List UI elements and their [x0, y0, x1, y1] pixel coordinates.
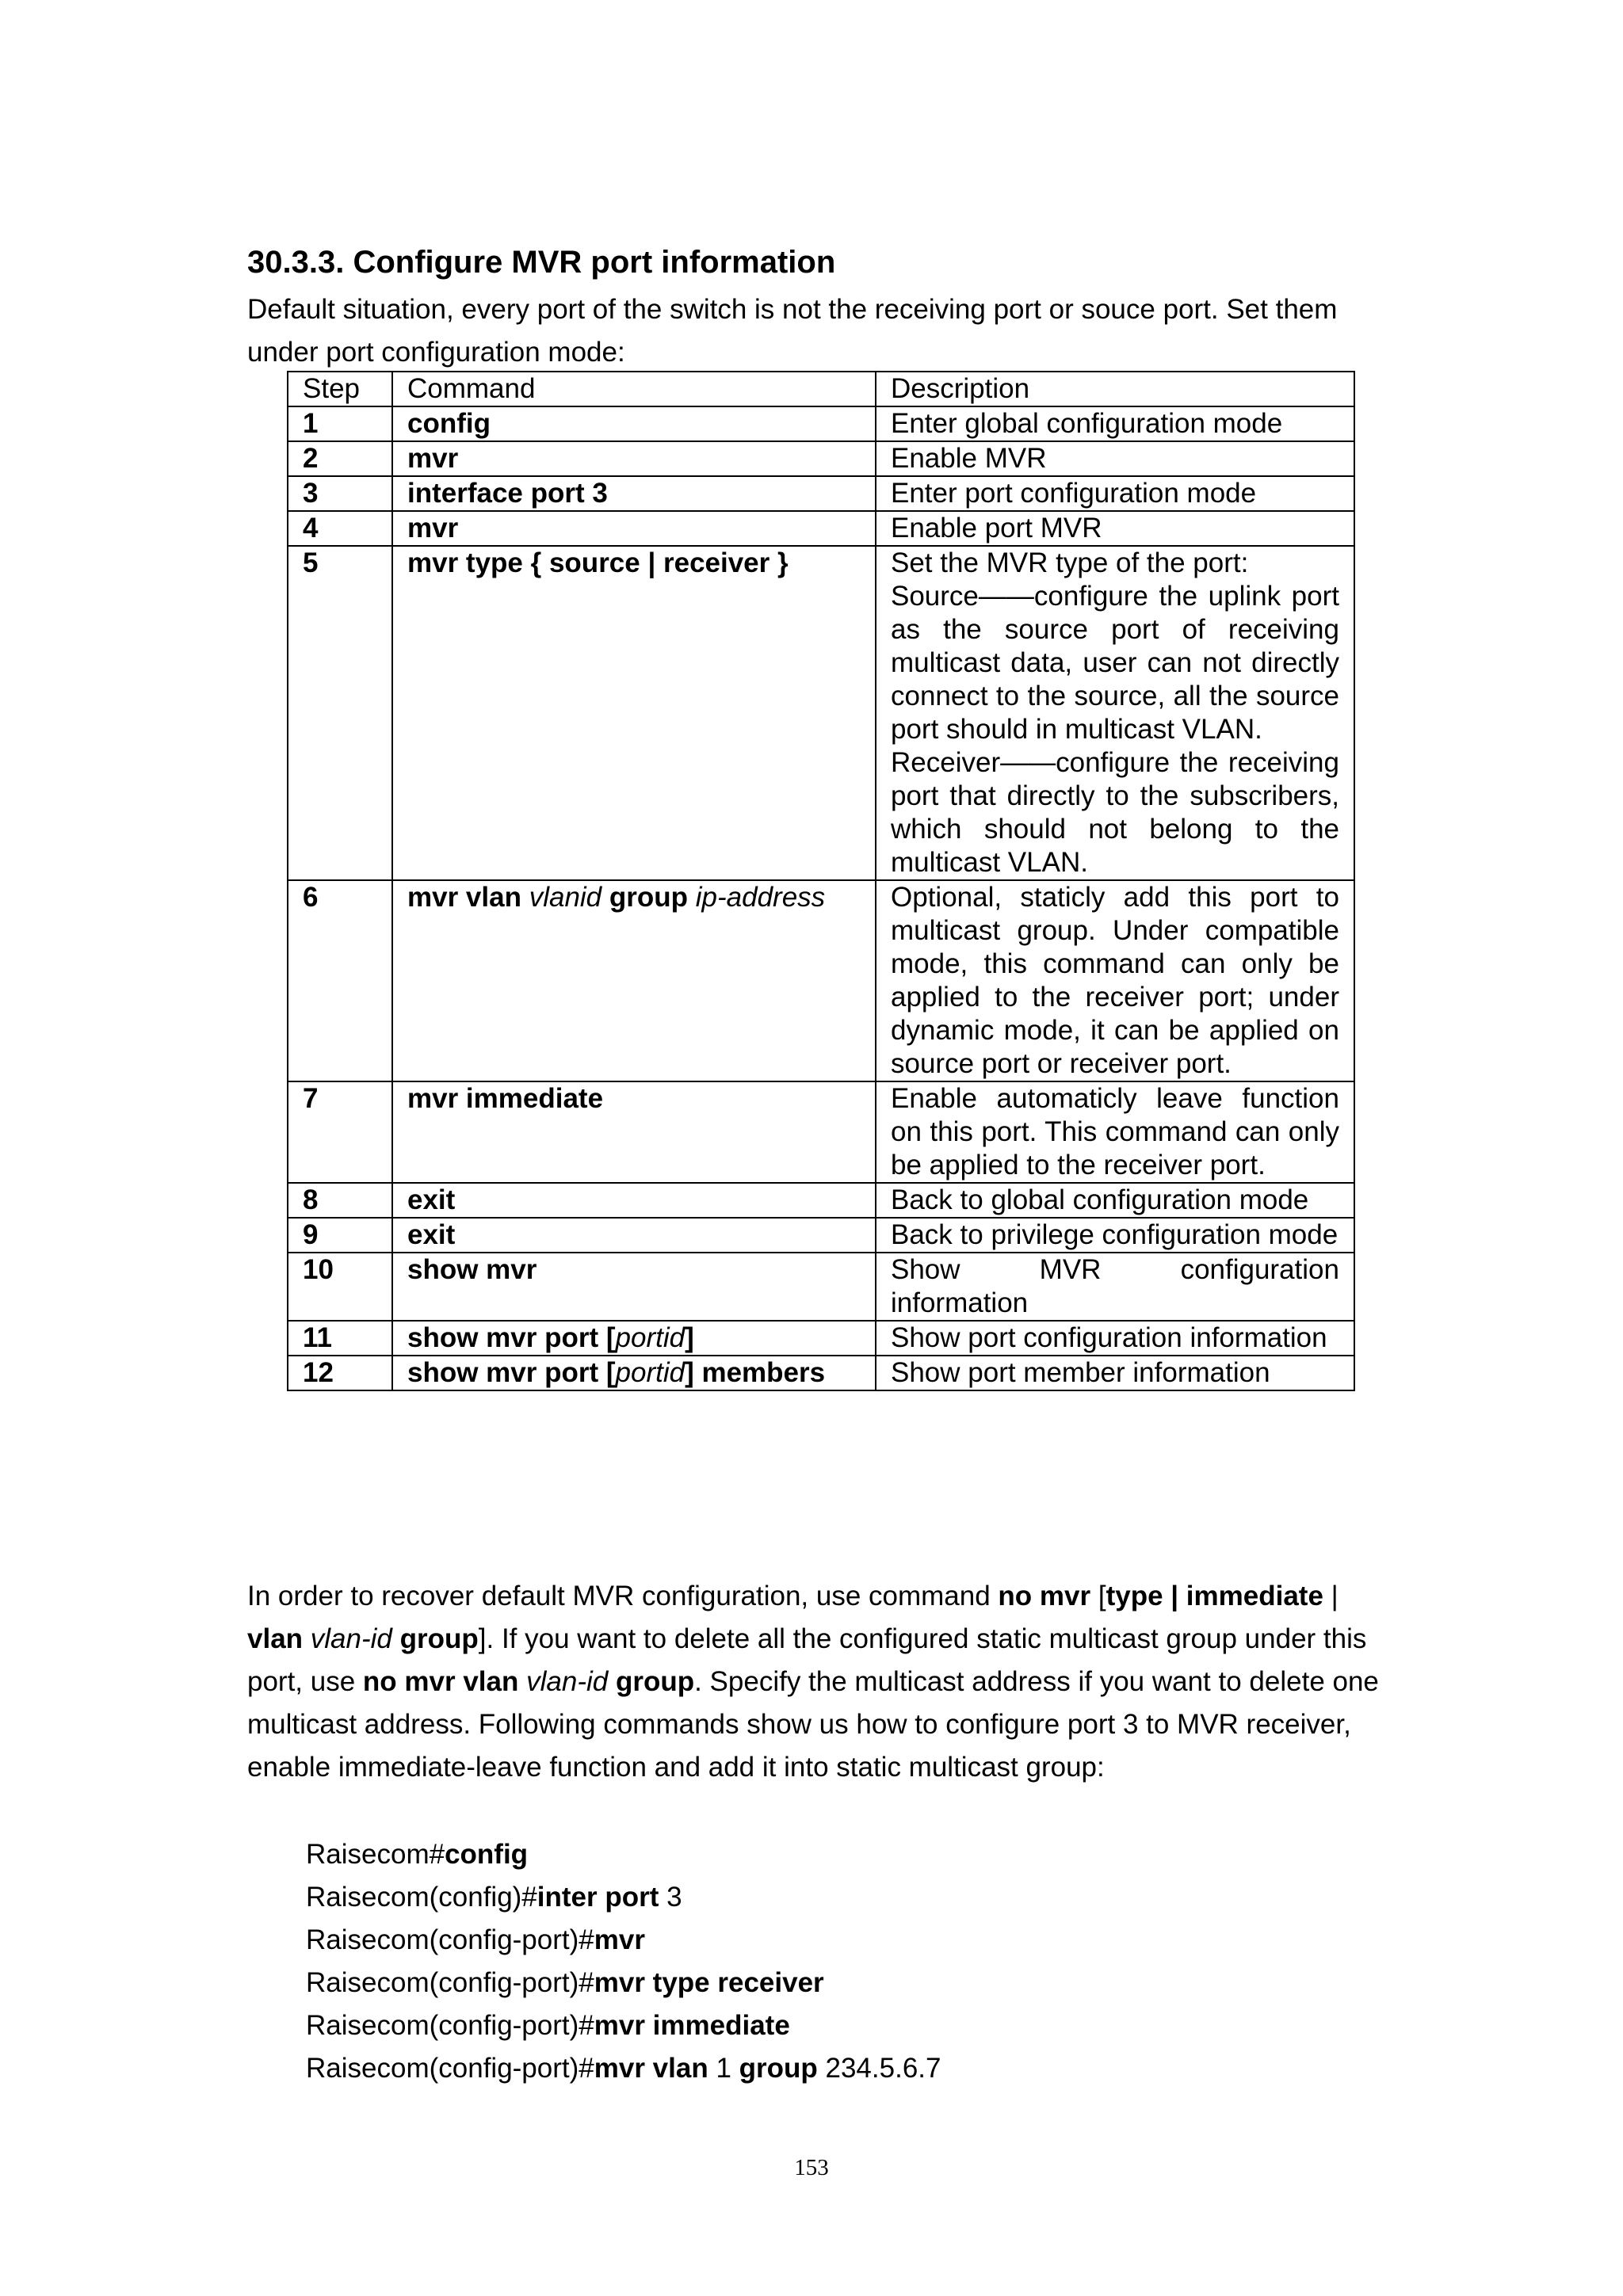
description-text: Enable automaticly leave function on this port. This command can only be applied to the receiver port. [891, 1083, 1339, 1180]
cli-argument: 234.5.6.7 [817, 2053, 941, 2084]
command-keyword: exit [407, 1184, 456, 1215]
para-arg-vlan-id: vlan-id [526, 1666, 609, 1697]
header-step: Step [288, 372, 392, 406]
table-row [288, 1253, 1354, 1321]
command-cell [392, 1321, 876, 1356]
description-cell [876, 1356, 1354, 1390]
description-text: Back to privilege configuration mode [891, 1219, 1338, 1250]
step-number: 6 [288, 880, 392, 1081]
description-cell [876, 441, 1354, 476]
command-cell [392, 511, 876, 546]
para-cmd-no-mvr-vlan: no mvr vlan [362, 1666, 519, 1697]
table-row [288, 441, 1354, 476]
step-number: 12 [288, 1356, 392, 1390]
cli-example-block [306, 1833, 941, 2090]
command-cell [392, 1218, 876, 1253]
para-text: . Specify the multicast address if you want to delete one multicast address. Following commands show us how to configure port 3 to MVR receiver, enable immediate-leave function and add it into static multicast group: [247, 1666, 1379, 1783]
cli-command: mvr type receiver [594, 1967, 824, 1998]
description-text: Show port configuration information [891, 1322, 1327, 1353]
description-text: Set the MVR type of the port: [891, 547, 1249, 578]
intro-paragraph: Default situation, every port of the switch is not the receiving port or souce port. Set them under port configuration mode: [247, 294, 1338, 368]
command-argument: portid [615, 1357, 685, 1388]
description-text: Enable MVR [891, 443, 1047, 474]
description-text: Receiver——configure the receiving port that directly to the subscribers, which should not belong to the multicast VLAN. [891, 747, 1339, 878]
step-number: 5 [288, 546, 392, 880]
para-text [518, 1666, 526, 1697]
command-keyword: exit [407, 1219, 456, 1250]
para-cmd-group: group [399, 1623, 479, 1654]
cli-argument: 1 [708, 2053, 739, 2084]
cli-line [306, 1962, 941, 2004]
section-heading: 30.3.3. Configure MVR port information [247, 245, 836, 280]
para-arg-vlan-id: vlan-id [310, 1623, 392, 1654]
cli-prompt: Raisecom(config-port)# [306, 2010, 594, 2041]
command-keyword: mvr immediate [407, 1083, 604, 1114]
config-steps-table [287, 371, 1355, 1391]
table-header-row [288, 372, 1354, 406]
description-cell [876, 1081, 1354, 1183]
table-row [288, 880, 1354, 1081]
cli-argument: 3 [659, 1882, 682, 1913]
table-row [288, 476, 1354, 511]
para-text: In order to recover default MVR configuration, use command [247, 1581, 999, 1611]
header-description: Description [876, 372, 1354, 406]
cli-prompt: Raisecom(config-port)# [306, 1924, 594, 1955]
step-number: 10 [288, 1253, 392, 1321]
cli-command: mvr [594, 1924, 645, 1955]
description-cell [876, 1218, 1354, 1253]
command-cell [392, 1183, 876, 1218]
para-cmd-type-immediate: type | immediate [1106, 1581, 1323, 1611]
command-keyword: ] [685, 1322, 694, 1353]
description-cell [876, 880, 1354, 1081]
para-text [392, 1623, 400, 1654]
command-keyword: mvr type { source | receiver } [407, 547, 789, 578]
cli-line [306, 1919, 941, 1962]
step-number: 2 [288, 441, 392, 476]
cli-line [306, 1876, 941, 1919]
table-row [288, 406, 1354, 441]
cli-command: group [739, 2053, 818, 2084]
command-cell [392, 441, 876, 476]
command-cell [392, 880, 876, 1081]
command-keyword: show mvr [407, 1254, 537, 1285]
description-text: Enter port configuration mode [891, 478, 1257, 509]
command-argument: ip-address [695, 882, 826, 913]
recover-default-paragraph [247, 1575, 1396, 1789]
para-cmd-no-mvr: no mvr [998, 1581, 1091, 1611]
command-cell [392, 1356, 876, 1390]
command-argument: portid [615, 1322, 685, 1353]
command-keyword: mvr [407, 513, 459, 543]
step-number: 7 [288, 1081, 392, 1183]
description-cell [876, 546, 1354, 880]
cli-command: mvr vlan [594, 2053, 708, 2084]
para-cmd-vlan: vlan [247, 1623, 304, 1654]
table-row [288, 511, 1354, 546]
para-text: | [1323, 1581, 1338, 1611]
para-text: [ [1090, 1581, 1106, 1611]
description-cell [876, 1321, 1354, 1356]
step-number: 9 [288, 1218, 392, 1253]
page-number: 153 [794, 2155, 829, 2180]
description-text: Show port member information [891, 1357, 1270, 1388]
command-cell [392, 406, 876, 441]
header-command: Command [392, 372, 876, 406]
cli-line [306, 2004, 941, 2047]
cli-command: inter port [537, 1882, 659, 1913]
command-cell [392, 546, 876, 880]
command-cell [392, 476, 876, 511]
table-row [288, 1218, 1354, 1253]
command-keyword: show mvr port [ [407, 1322, 616, 1353]
table-row [288, 546, 1354, 880]
description-text: Enter global configuration mode [891, 408, 1283, 439]
description-cell [876, 511, 1354, 546]
command-keyword: mvr [407, 443, 459, 474]
para-text [608, 1666, 616, 1697]
command-cell [392, 1253, 876, 1321]
description-cell [876, 1253, 1354, 1321]
description-text: Show MVR configuration information [891, 1254, 1339, 1318]
table-row [288, 1081, 1354, 1183]
description-text: Source——configure the uplink port as the source port of receiving multicast data, user can not directly connect to the source, all the source port should in multicast VLAN. [891, 581, 1339, 745]
command-keyword: ] members [685, 1357, 826, 1388]
step-number: 4 [288, 511, 392, 546]
cli-prompt: Raisecom(config-port)# [306, 2053, 594, 2084]
para-text: ]. If you want to delete all the configured static multicast group under this port, use [247, 1623, 1367, 1697]
command-keyword: config [407, 408, 491, 439]
para-cmd-group: group [615, 1666, 695, 1697]
command-cell [392, 1081, 876, 1183]
step-number: 3 [288, 476, 392, 511]
cli-command: config [445, 1839, 529, 1870]
step-number: 11 [288, 1321, 392, 1356]
command-keyword: group [601, 882, 696, 913]
table-row [288, 1356, 1354, 1390]
table-row [288, 1321, 1354, 1356]
description-text: Enable port MVR [891, 513, 1102, 543]
cli-prompt: Raisecom(config)# [306, 1882, 537, 1913]
step-number: 8 [288, 1183, 392, 1218]
command-keyword: interface port 3 [407, 478, 608, 509]
description-cell [876, 406, 1354, 441]
step-number: 1 [288, 406, 392, 441]
cli-line [306, 1833, 941, 1876]
cli-prompt: Raisecom# [306, 1839, 445, 1870]
description-text: Optional, staticly add this port to multicast group. Under compatible mode, this command can only be applied to the receiver port; under dynamic mode, it can be applied on source port or receiver port. [891, 882, 1339, 1079]
command-argument: vlanid [529, 882, 602, 913]
command-keyword: mvr vlan [407, 882, 529, 913]
cli-command: mvr immediate [594, 2010, 790, 2041]
table-row [288, 1183, 1354, 1218]
cli-prompt: Raisecom(config-port)# [306, 1967, 594, 1998]
description-cell [876, 1183, 1354, 1218]
cli-line [306, 2047, 941, 2090]
description-text: Back to global configuration mode [891, 1184, 1309, 1215]
command-keyword: show mvr port [ [407, 1357, 616, 1388]
para-text [303, 1623, 311, 1654]
description-cell [876, 476, 1354, 511]
